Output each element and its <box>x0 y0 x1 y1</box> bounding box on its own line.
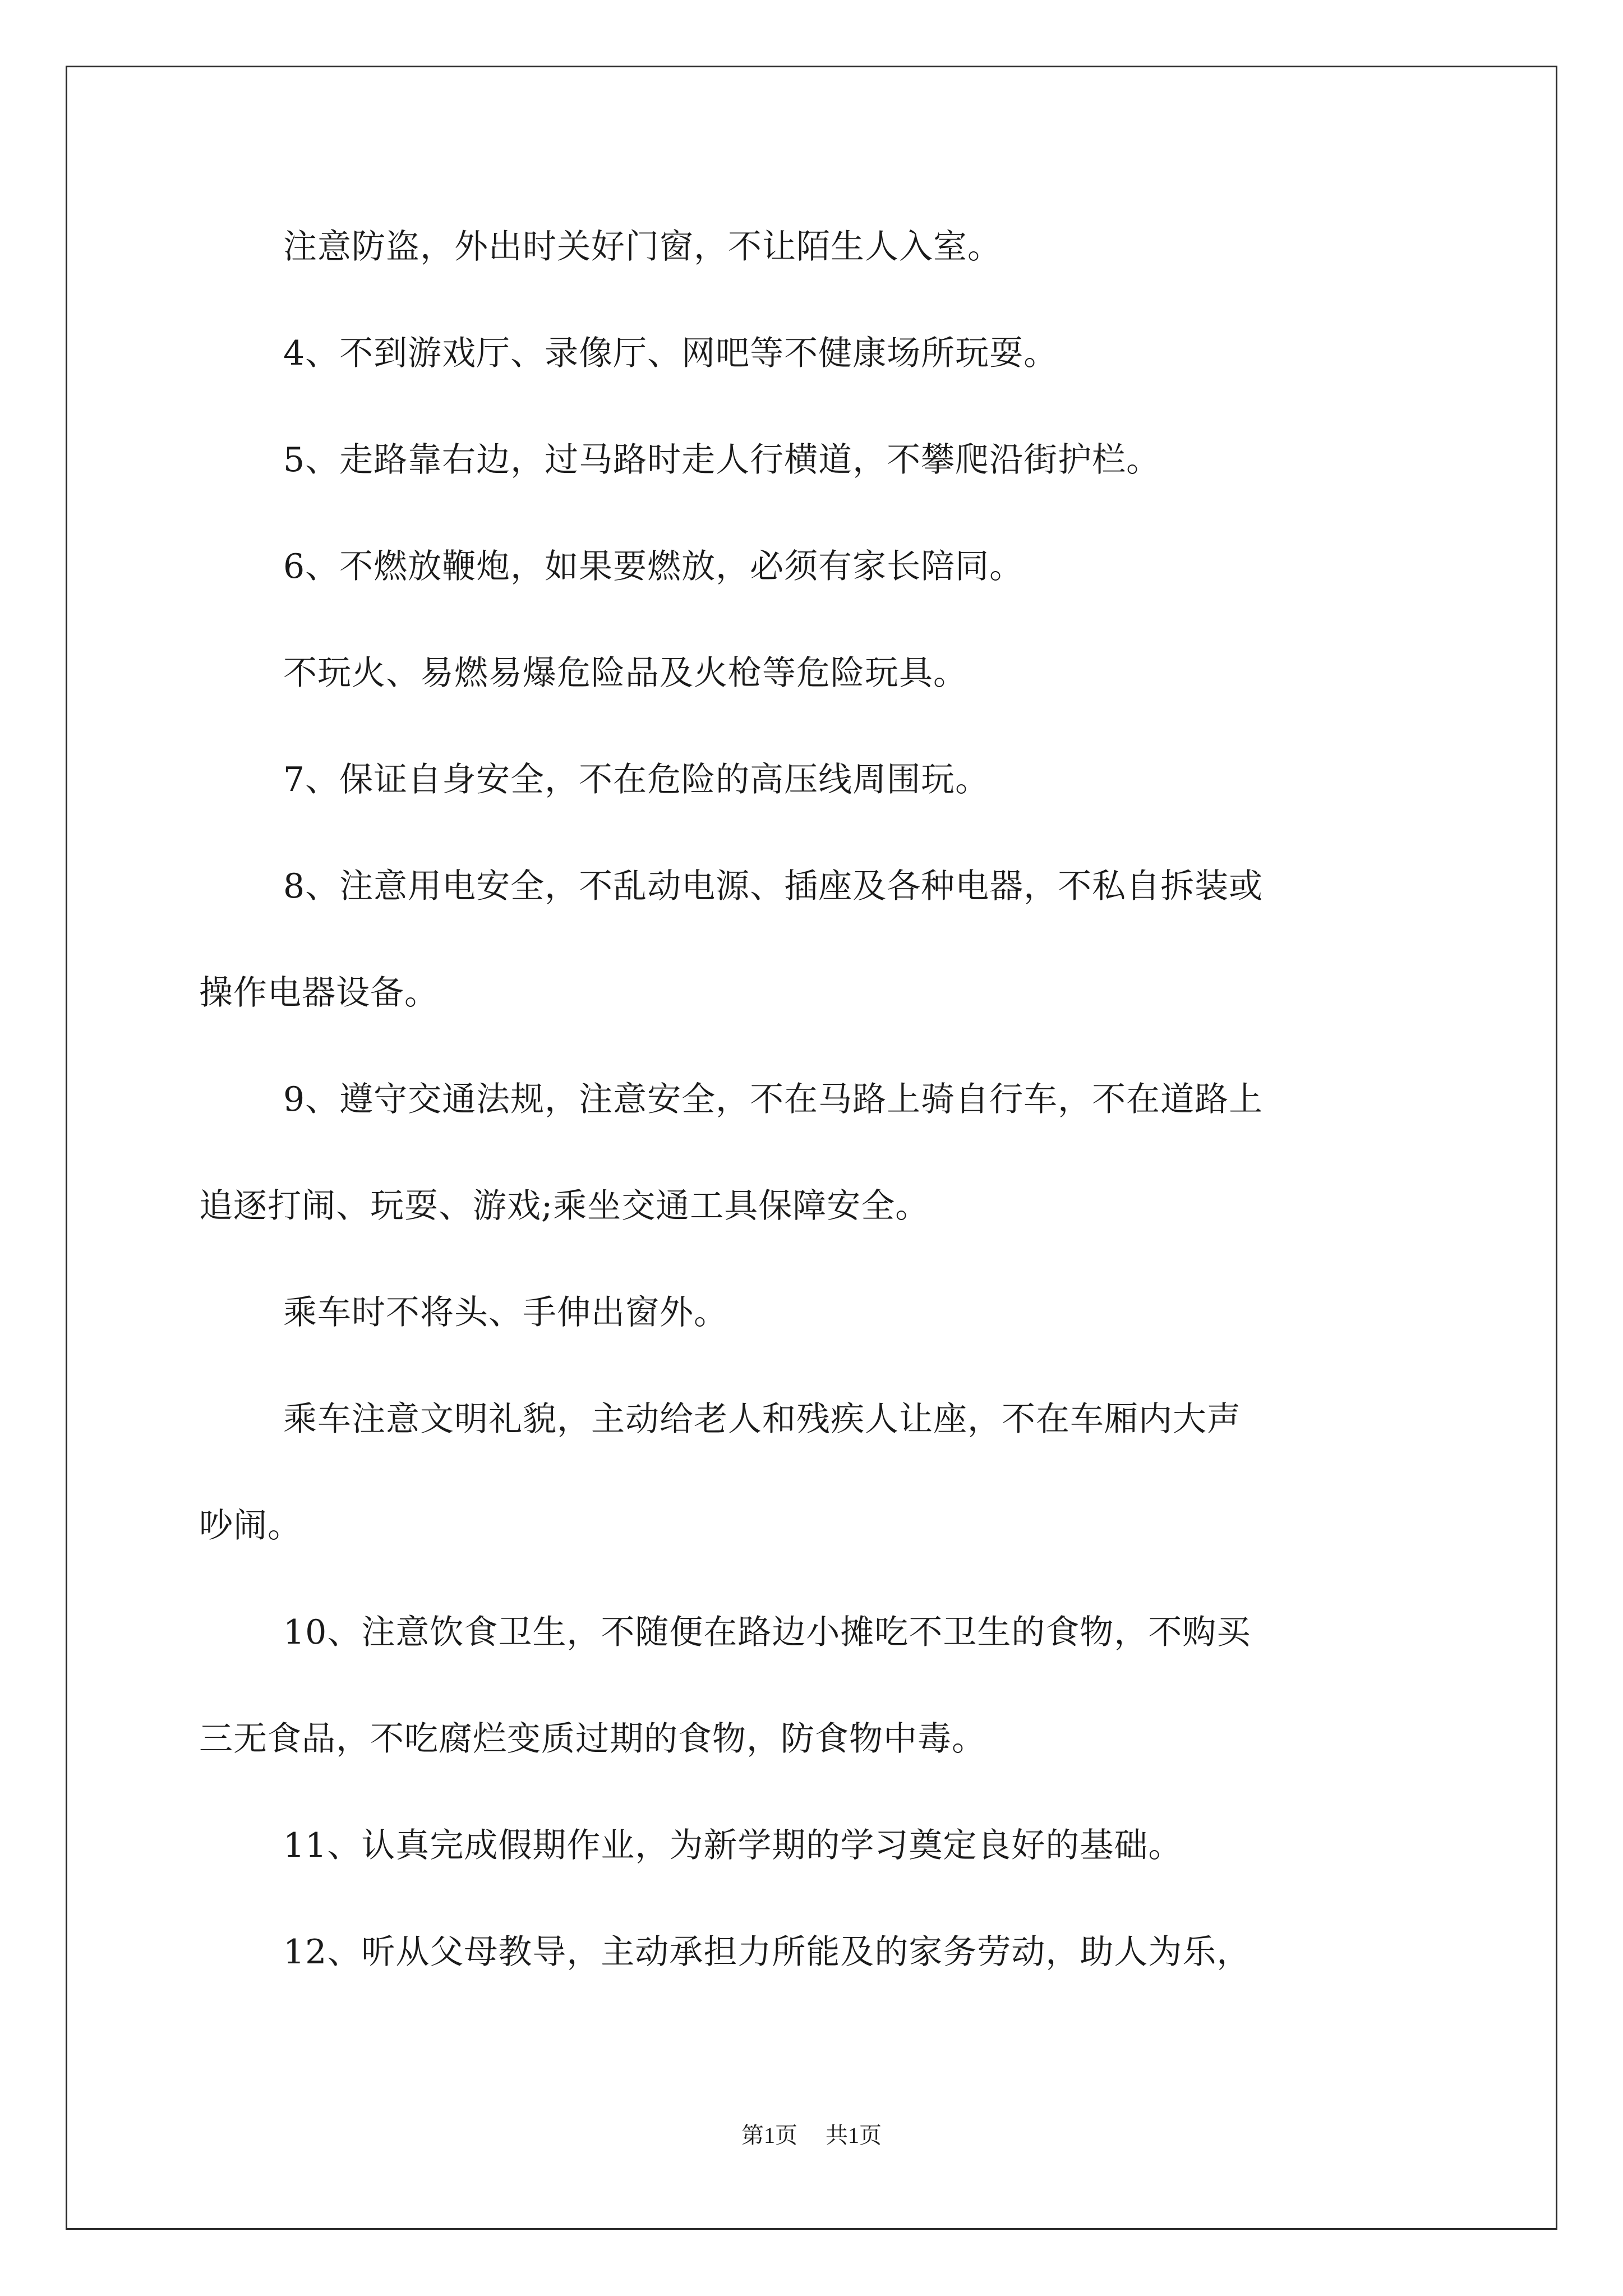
text-line: 不玩火、易燃易爆危险品及火枪等危险玩具。 <box>283 654 967 693</box>
text-line: 8、注意用电安全，不乱动电源、插座及各种电器，不私自拆装或 <box>283 867 1264 906</box>
text-line: 6、不燃放鞭炮，如果要燃放，必须有家长陪同。 <box>283 547 1024 586</box>
text-line: 4、不到游戏厅、录像厅、网吧等不健康场所玩耍。 <box>283 334 1058 373</box>
text-line: 操作电器设备。 <box>199 973 439 1013</box>
text-line: 追逐打闹、玩耍、游戏;乘坐交通工具保障安全。 <box>199 1186 930 1226</box>
text-line: 乘车时不将头、手伸出窗外。 <box>283 1293 728 1332</box>
text-line: 注意防盗，外出时关好门窗，不让陌生人入室。 <box>283 227 1002 266</box>
page-footer <box>0 2122 1623 2150</box>
text-line: 三无食品，不吃腐烂变质过期的食物，防食物中毒。 <box>199 1719 986 1759</box>
text-line: 12、听从父母教导，主动承担力所能及的家务劳动，助人为乐， <box>283 1932 1251 1972</box>
page-total: 共1页 <box>826 2123 882 2148</box>
text-line: 7、保证自身安全，不在危险的高压线周围玩。 <box>283 760 990 799</box>
text-line: 9、遵守交通法规，注意安全，不在马路上骑自行车，不在道路上 <box>283 1080 1264 1119</box>
text-line: 乘车注意文明礼貌，主动给老人和残疾人让座，不在车厢内大声 <box>283 1400 1241 1439</box>
text-line: 吵闹。 <box>199 1506 302 1545</box>
page-number: 第1页 <box>741 2123 797 2148</box>
text-line: 5、走路靠右边，过马路时走人行横道，不攀爬沿街护栏。 <box>283 440 1161 480</box>
text-line: 10、注意饮食卫生，不随便在路边小摊吃不卫生的食物，不购买 <box>283 1613 1251 1652</box>
page-border <box>66 66 1557 2230</box>
text-line: 11、认真完成假期作业，为新学期的学习奠定良好的基础。 <box>283 1826 1183 1865</box>
